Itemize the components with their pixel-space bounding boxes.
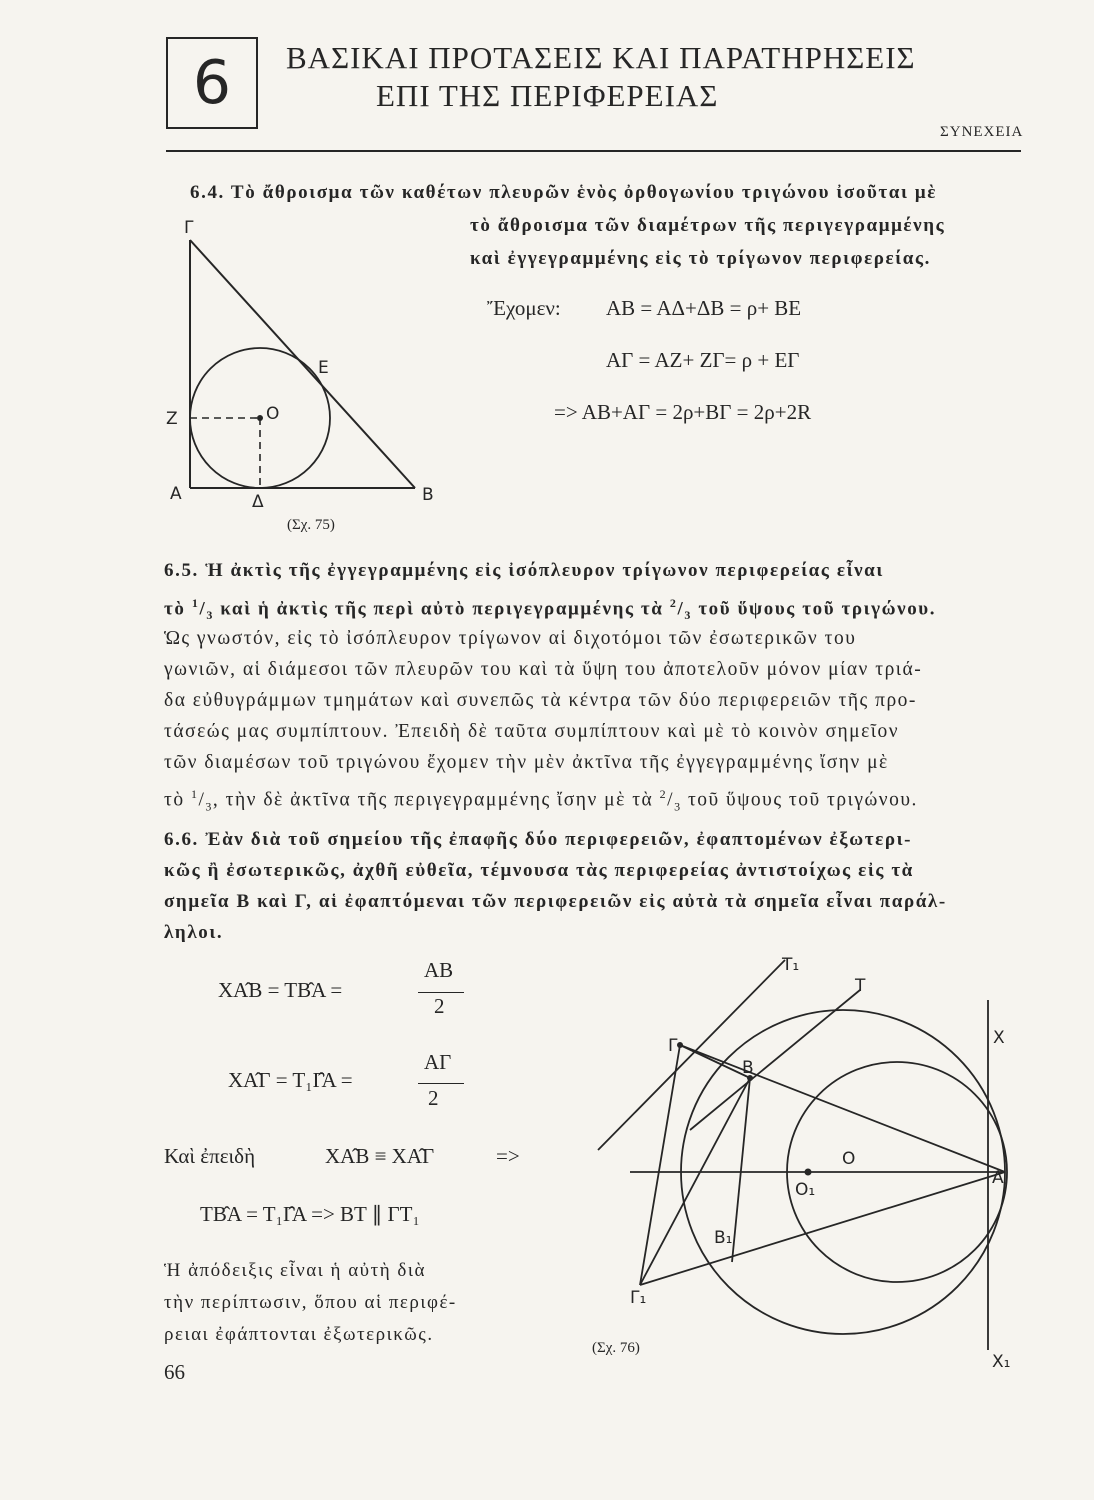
text-middle: καὶ ἡ ἀκτὶς τῆς περὶ αὐτὸ περιγεγραμμένης τὰ [220,598,664,620]
have-label: Ἔχομεν: [487,296,561,320]
proof-line-1: Ἡ ἀπόδειξις εἶναι ἡ αὐτὴ διὰ [164,1260,426,1281]
paragraph-line-6: τὸ $^1/_3$, τὴν δὲ ἀκτῖνα τῆς περιγεγραμμένης ἴσην μὲ τὰ $^2/_3$ τοῦ ὕψους τοῦ τριγώνου. [164,787,918,814]
fraction-numerator: 1 [191,596,200,610]
fraction-denominator: 2 [434,994,445,1018]
paragraph-line-5: τῶν διαμέσων τοῦ τριγώνου ἔχομεν τὴν μὲν ἀκτῖνα τῆς ἐγγεγραμμένης ἴσην μὲ [164,752,889,773]
text-middle: , τὴν δὲ ἀκτῖνα τῆς περιγεγραμμένης ἴσην μὲ τὰ [212,789,654,811]
equation-sum: => ΑΒ+ΑΓ = 2ρ+ΒΓ = 2ρ+2R [554,400,812,424]
section-6-4-line2: τὸ ἄθροισμα τῶν διαμέτρων τῆς περιγεγραμμένης [470,215,946,236]
label-z: Z [166,409,178,429]
label-e: E [318,358,329,378]
text-end: τοῦ ὕψους τοῦ τριγώνου. [687,789,918,811]
section-6-4-line3: καὶ ἐγγεγραμμένης εἰς τὸ τρίγωνον περιφερείας. [470,248,931,269]
section-6-5-line2: τὸ $^1/_3$ καὶ ἡ ἀκτὶς τῆς περὶ αὐτὸ περιγεγραμμένης τὰ $^2/_3$ τοῦ ὕψους τοῦ τριγώνου. [164,596,937,623]
section-number: 6.4. [190,182,225,203]
label-g1: Γ₁ [630,1288,647,1308]
arc-ab: ΑΒ [424,958,454,982]
label-a: A [170,484,182,504]
section-text: Ἡ ἀκτὶς τῆς ἐγγεγραμμένης εἰς ἰσόπλευρον τρίγωνον περιφερείας εἶναι [205,560,884,581]
label-t: T [855,976,866,996]
text-to: τὸ [164,598,186,620]
chapter-title-line2: ΕΠΙ ΤΗΣ ΠΕΡΙΦΕΡΕΙΑΣ [376,78,719,113]
fraction-numerator: 2 [659,787,668,801]
section-number: 6.6. [164,829,199,850]
header-rule [166,150,1021,152]
section-text: Ἐὰν διὰ τοῦ σημείου τῆς ἐπαφῆς δύο περιφερειῶν, ἐφαπτομένων ἐξωτερι- [205,829,913,850]
label-g: Γ [668,1036,678,1056]
section-6-6-line3: σημεῖα Β καὶ Γ, αἱ ἐφαπτόμεναι τῶν περιφερειῶν εἰς αὐτὰ τὰ σημεῖα εἶναι παράλ- [164,891,947,912]
label-x: X [993,1028,1005,1048]
paragraph-line-4: τάσεώς μας συμπίπτουν. Ἐπειδὴ δὲ ταῦτα συμπίπτουν καὶ μὲ τὸ κοινὸν σημεῖον [164,721,900,742]
fraction-bar [418,1083,464,1084]
label-o: O [842,1149,856,1169]
section-text: Τὸ ἄθροισμα τῶν καθέτων πλευρῶν ἑνὸς ὀρθογωνίου τριγώνου ἰσοῦται μὲ [230,182,937,203]
section-6-6-line4: ληλοι. [164,922,224,943]
equation-xab: ΧΑ̂Β = ΤΒ̂Α = [218,978,343,1002]
section-6-6-line2: κῶς ἢ ἐσωτερικῶς, ἀχθῆ εὐθεῖα, τέμνουσα τὰς περιφερείας ἀντιστοίχως εἰς τὰ [164,860,914,881]
equation-xag: ΧΑ̂Γ = Τ₁Γ̂Α = [228,1068,353,1092]
section-6-5-heading [164,556,884,586]
label-o1: O₁ [795,1180,816,1200]
text-to: τὸ [164,789,185,811]
equation-ag: ΑΓ = ΑΖ+ ΖΓ= ρ + ΕΓ [606,348,800,372]
label-x1: X₁ [992,1352,1011,1372]
paragraph-line-1: Ὡς γνωστόν, εἰς τὸ ἰσόπλευρον τρίγωνον αἱ διχοτόμοι τῶν ἐσωτερικῶν του [164,628,857,649]
fraction-denominator: 3 [684,608,692,623]
tangent-gt1 [598,960,785,1150]
paragraph-line-3: δα εὐθυγράμμων τμημάτων καὶ συνεπῶς τὰ κέντρα τῶν δύο περιφερειῶν τῆς προ- [164,690,917,711]
equation-parallel: ΤΒ̂Α = Τ₁Γ̂Α => ΒΤ ∥ ΓΤ₁ [200,1202,420,1226]
chapter-number-box [166,37,258,129]
proof-line-2: τὴν περίπτωσιν, ὅπου αἱ περιφέ- [164,1292,457,1313]
figure-76 [560,950,1020,1370]
fraction-denominator: 3 [205,799,213,814]
section-6-4-heading [190,178,937,208]
label-o: O [266,404,280,424]
label-a: A [992,1168,1004,1188]
fraction-numerator: 2 [669,596,678,610]
section-6-6-heading [164,825,912,855]
point-g [677,1042,683,1048]
equation-ab: ΑΒ = ΑΔ+ΔΒ = ρ+ ΒΕ [606,296,802,320]
continuation-label: ΣΥΝΕΧΕΙΑ [940,124,1024,140]
arc-ag: ΑΓ [424,1050,452,1074]
label-t1: T₁ [782,955,800,975]
chapter-title-line1: ΒΑΣΙΚΑΙ ΠΡΟΤΑΣΕΙΣ ΚΑΙ ΠΑΡΑΤΗΡΗΣΕΙΣ [286,40,916,75]
label-g: Γ [184,218,194,238]
label-b: B [742,1058,754,1078]
figure-75 [160,220,450,540]
fraction-numerator: 1 [190,787,199,801]
since-label: Καὶ ἐπειδὴ [164,1144,256,1168]
hypotenuse-bg [190,240,415,488]
label-b1: B₁ [714,1228,733,1248]
label-d: Δ [252,492,264,512]
chapter-number: 6 [192,48,232,118]
paragraph-line-2: γωνιῶν, αἱ διάμεσοι τῶν πλευρῶν του καὶ τὰ ὕψη του ἀποτελοῦν μόνον μίαν τριά- [164,659,923,680]
fraction-denominator: 2 [428,1086,439,1110]
fraction-bar [418,992,464,993]
figure-76-caption: (Σχ. 76) [592,1340,640,1356]
center-point [257,415,263,421]
tangent-bt [690,990,860,1130]
page-number: 66 [164,1360,185,1384]
figure-75-caption: (Σχ. 75) [287,517,335,533]
fraction-denominator: 3 [206,608,214,623]
proof-line-3: ρειαι ἐφάπτονται ἐξωτερικῶς. [164,1324,434,1345]
text-end: τοῦ ὕψους τοῦ τριγώνου. [698,598,937,620]
fraction-denominator: 3 [674,799,682,814]
implies-arrow: => [496,1144,520,1168]
section-number: 6.5. [164,560,199,581]
center-o1-point [805,1169,812,1176]
label-b: B [422,485,434,505]
equation-identity: ΧΑ̂Β ≡ ΧΑ̂Γ [325,1144,435,1168]
